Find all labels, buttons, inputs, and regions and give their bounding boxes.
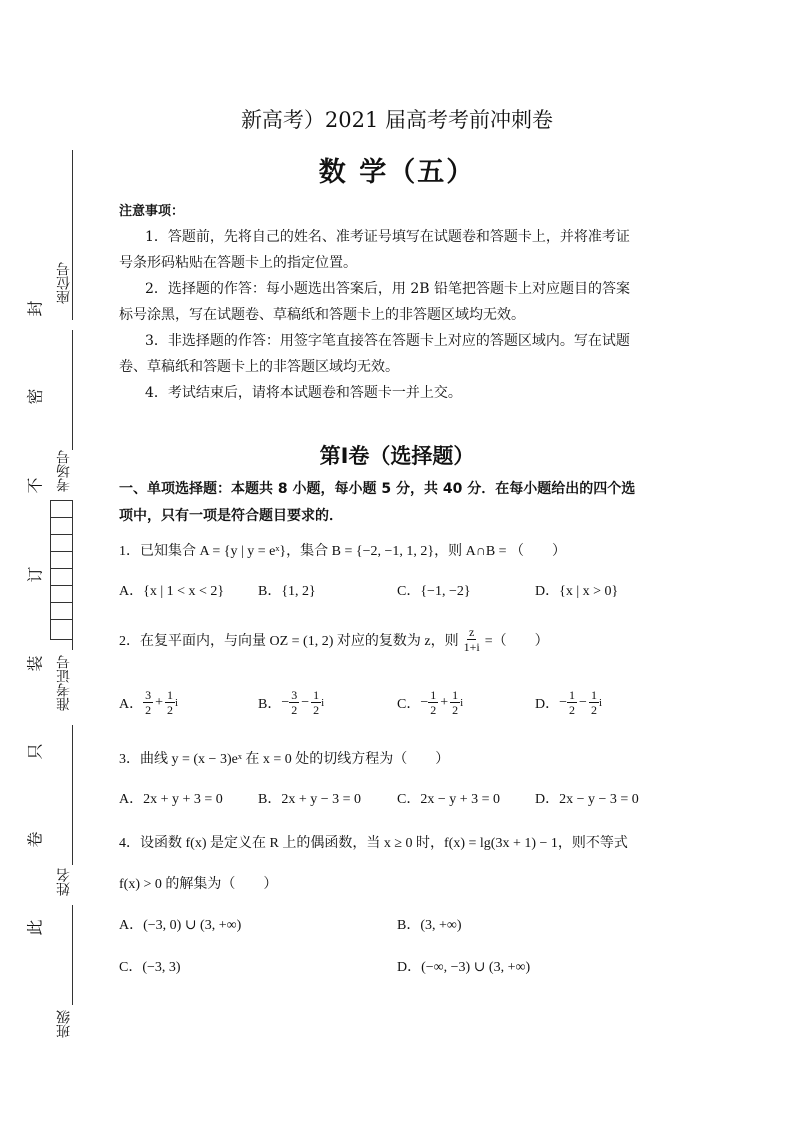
fraction	[143, 688, 153, 717]
exam-subtitle: 新高考）2021 届高考考前冲刺卷	[240, 108, 554, 132]
option-sign: −	[281, 694, 290, 710]
margin-line-4	[72, 725, 73, 865]
question-4-stem-line1: 4．设函数 f(x) 是定义在 R 上的偶函数，当 x ≥ 0 时，f(x) = lg(3x + 1) − 1，则不等式	[119, 836, 628, 851]
question-1-option-b: B．{1, 2}	[258, 584, 316, 599]
notice-heading: 注意事项：	[119, 204, 185, 219]
seal-char-5: 装	[25, 655, 45, 672]
seal-char-6: 只	[25, 743, 45, 760]
option-label: D．	[535, 696, 560, 712]
question-2-option-d	[535, 688, 602, 717]
denominator: 2	[291, 703, 298, 717]
numerator: 3	[145, 688, 152, 702]
denominator: 2	[590, 703, 597, 717]
question-4-option-b: B．(3, +∞)	[397, 918, 462, 933]
fraction	[567, 688, 577, 717]
id-number-label: 准考证号	[56, 655, 72, 711]
question-2-frac-den: 1+i	[463, 640, 480, 654]
denominator: 2	[313, 703, 320, 717]
option-label: C．	[397, 696, 421, 712]
question-1-option-d: D．{x | x > 0}	[535, 584, 619, 599]
question-2-frac-num: z	[469, 625, 475, 639]
question-4-option-a: A．(−3, 0) ∪ (3, +∞)	[119, 918, 242, 933]
notice-item-1a: 1．答题前，先将自己的姓名、准考证号填写在试题卷和答题卡上，并将准考证	[145, 229, 630, 245]
margin-line-5	[72, 905, 73, 1005]
seal-char-4: 订	[25, 566, 45, 583]
seal-char-3: 不	[25, 477, 45, 494]
section-title: 第Ⅰ卷（选择题）	[319, 444, 475, 468]
notice-block	[119, 200, 679, 406]
option-label: A．	[119, 696, 144, 712]
question-2-stem	[119, 625, 549, 654]
seat-number-label: 座位号	[56, 262, 72, 304]
section-instruction-1: 一、单项选择题：本题共 8 小题，每小题 5 分，共 40 分．在每小题给出的四个选	[119, 481, 636, 497]
seal-char-7: 卷	[25, 831, 45, 848]
question-4-option-c: C．(−3, 3)	[119, 960, 181, 975]
operator: −	[579, 694, 587, 710]
exam-room-label: 考场号	[56, 450, 72, 492]
operator: −	[301, 694, 310, 710]
numerator: 1	[569, 688, 576, 702]
option-sign: −	[420, 694, 429, 710]
denominator: 2	[145, 703, 152, 717]
imag-unit: i	[321, 696, 325, 709]
notice-item-3b: 卷、草稿纸和答题卡上的非答题区域均无效。	[119, 359, 399, 375]
question-2-option-c	[397, 688, 463, 717]
numerator: 3	[291, 688, 298, 702]
question-1-option-c: C．{−1, −2}	[397, 584, 471, 599]
seal-char-8: 此	[25, 919, 45, 936]
imag-unit: i	[598, 696, 602, 709]
notice-item-3a: 3．非选择题的作答：用签字笔直接答在答题卡上对应的答题区域内。写在试题	[145, 333, 630, 349]
fraction	[165, 688, 175, 717]
class-label: 班级	[56, 1010, 72, 1038]
notice-item-2b: 标号涂黑，写在试题卷、草稿纸和答题卡上的非答题区域均无效。	[119, 307, 525, 323]
fraction	[311, 688, 321, 717]
numerator: 1	[590, 688, 597, 702]
numerator: 1	[313, 688, 320, 702]
denominator: 2	[569, 703, 576, 717]
numerator: 1	[452, 688, 459, 702]
notice-item-2a: 2．选择题的作答：每小题选出答案后，用 2B 铅笔把答题卡上对应题目的答案	[145, 281, 631, 297]
question-2-stem-end: =（ ）	[484, 633, 549, 649]
margin-line-2	[72, 330, 73, 450]
notice-item-1b: 号条形码粘贴在答题卡上的指定位置。	[119, 255, 357, 271]
question-2-fraction	[462, 625, 482, 654]
question-2-option-a	[119, 688, 178, 717]
seal-char-2: 密	[25, 388, 45, 405]
fraction	[589, 688, 599, 717]
section-instruction-2: 项中，只有一项是符合题目要求的．	[119, 508, 343, 524]
imag-unit: i	[175, 696, 179, 709]
question-3-stem: 3．曲线 y = (x − 3)eˣ 在 x = 0 处的切线方程为（ ）	[119, 752, 450, 767]
question-1-stem: 1．已知集合 A = {y | y = eˣ}，集合 B = {−2, −1, 1, 2}，则 A∩B = （ ）	[119, 544, 567, 559]
question-3-option-d: D．2x − y − 3 = 0	[535, 792, 639, 807]
question-4-option-d: D．(−∞, −3) ∪ (3, +∞)	[397, 960, 531, 975]
option-label: B．	[258, 696, 282, 712]
numerator: 1	[167, 688, 174, 702]
notice-item-4: 4．考试结束后，请将本试题卷和答题卡一并上交。	[145, 385, 462, 401]
denominator: 2	[452, 703, 459, 717]
question-2-option-b	[258, 688, 324, 717]
seal-char-1: 封	[25, 300, 45, 317]
question-3-option-c: C．2x − y + 3 = 0	[397, 792, 501, 807]
option-sign: −	[559, 694, 568, 710]
margin-line-3	[72, 500, 73, 650]
question-3-option-b: B．2x + y − 3 = 0	[258, 792, 362, 807]
exam-title: 数 学（五）	[318, 157, 476, 188]
question-2-stem-text: 2．在复平面内，与向量 OZ = (1, 2) 对应的复数为 z，则	[119, 633, 459, 649]
id-number-grid	[50, 500, 73, 640]
fraction	[428, 688, 438, 717]
name-label: 姓名	[56, 868, 72, 896]
denominator: 2	[430, 703, 437, 717]
fraction	[450, 688, 460, 717]
operator: +	[155, 694, 164, 710]
question-4-stem-line2: f(x) > 0 的解集为（ ）	[119, 877, 278, 892]
imag-unit: i	[460, 696, 464, 709]
question-1-option-a: A．{x | 1 < x < 2}	[119, 584, 225, 599]
question-3-option-a: A．2x + y + 3 = 0	[119, 792, 223, 807]
operator: +	[440, 694, 449, 710]
fraction	[289, 688, 299, 717]
numerator: 1	[430, 688, 437, 702]
denominator: 2	[167, 703, 174, 717]
